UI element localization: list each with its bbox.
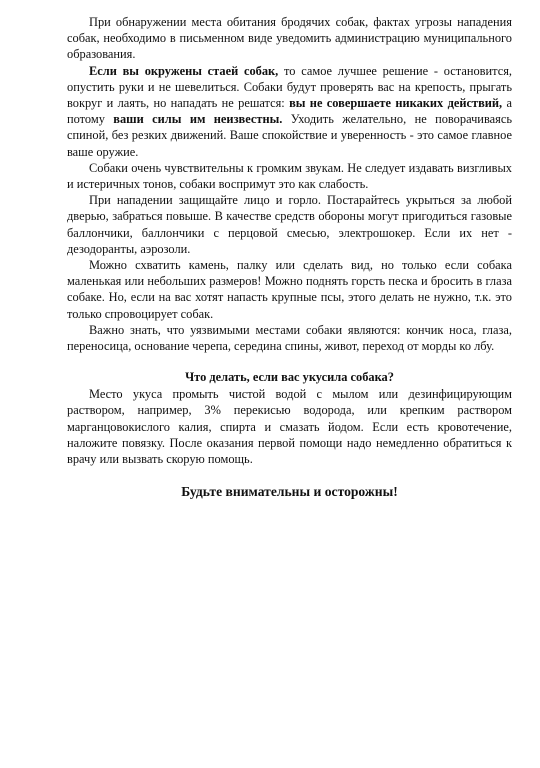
paragraph-grab-stone: Можно схватить камень, палку или сделать вид, но только если собака маленькая или небольших размеров! Можно поднять горсть песка и бросить в глаза собаке. Но, если на вас хотят напасть крупные псы, этого делать не нужно, т.к. это только спровоцирует собак.: [67, 258, 512, 321]
paragraph-surrounded-by-pack: [67, 63, 512, 160]
text-fragment: а потому: [67, 96, 512, 127]
text-fragment: то самое лучшее решение - остановится, опустить руки и не шевелиться. Собаки будут проверять вас на крепость, прыгать вокруг и лаять, но нападать не решатся:: [67, 63, 513, 111]
paragraph-vulnerable-spots: Важно знать, что уязвимыми местами собаки являются: кончик носа, глаза, переносица, основание черепа, середина спины, живот, переход от морды ко лбу.: [67, 322, 512, 354]
bold-phrase-surrounded: Если вы окружены стаей собак,: [89, 63, 279, 78]
paragraph-loud-sounds: Собаки очень чувствительны к громким звукам. Не следует издавать визгливых и истеричных тонов, собаки воспримут это как слабость.: [67, 160, 512, 192]
bold-phrase-no-actions: вы не совершаете никаких действий,: [289, 96, 503, 111]
paragraph-report-stray-dogs: При обнаружении места обитания бродячих собак, фактах угрозы нападения собак, необходимо в письменном виде уведомить администрацию муниципального образования.: [67, 15, 512, 62]
text-fragment: Уходить желательно, не поворачиваясь спиной, без резких движений. Ваше спокойствие и уверенность - это самое главное ваше оружие.: [67, 112, 512, 159]
paragraph-bite-first-aid: Место укуса промыть чистой водой с мылом или дезинфицирующим раствором, например, 3% перекисью водорода, или крепким раствором марганцовокислого калия, спирта и смазать йодом. Если есть кровотечение, наложите повязку. После оказания первой помощи надо немедленно обратиться к врачу или вызвать скорую помощь.: [67, 387, 512, 467]
bite-section-heading: Что делать, если вас укусила собака?: [185, 370, 394, 385]
closing-warning: Будьте внимательны и осторожны!: [181, 484, 398, 500]
bold-phrase-strength-unknown: ваши силы им неизвестны.: [113, 112, 283, 127]
paragraph-protect-face: При нападении защищайте лицо и горло. Постарайтесь укрыться за любой дверью, забраться повыше. В качестве средств обороны могут пригодиться газовые баллончики, баллончики с перцовой смесью, электрошокер. Если их нет - дезодоранты, аэрозоли.: [67, 193, 512, 256]
